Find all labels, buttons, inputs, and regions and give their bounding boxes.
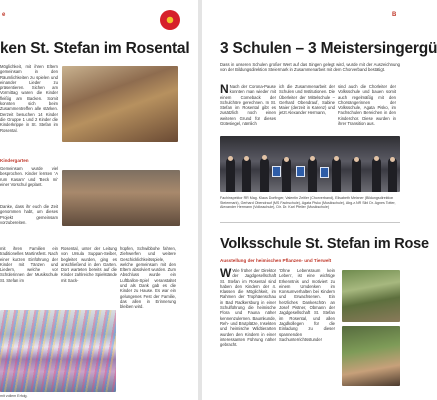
left-page — [0, 0, 198, 400]
right-intro-text: Dass in unseren Schulen großer Wert auf das Singen gelegt wird, wurde mit der Auszeichnung von der Bildungsdirektion Steiermark in Zusammenarbeit mit dem Chorverband bestätigt. — [220, 62, 400, 73]
kindergarten-group-photo — [62, 170, 180, 226]
right-col1-body: Nach der Corona-Pause konnten man wieder mit einem Comeback der Schulchöre gerechnen. In St. Stefan im Rosental gibt es zusätzlich noch einen weiteren Grund für dieses Gütesiegel, nämlich — [220, 84, 276, 127]
left-col2-bottom-text: Rosental, unter der Leitung von Ursula Suppan-Seiber, begleitet wurden, ging es anschließend in den Garten. Dort warteten bereits auf die Kinder zahlreiche Spielstände mit Sack- — [61, 246, 117, 283]
left-col3-bottom-text: hüpfen, Schwibbohe fahren, Ziehwerfen und weitere Geschicklichkeitsspiele, welche gemeinsam mit den Eltern absolviert wurden. Zum Abschluss wurde ein Luftballon-Spiel veranstaltet und als Dank gab es die Kinder zu Hause. Es war ein gelungenes Fest der Familie, das allen in Erinnerung bleiben wird. — [120, 246, 176, 310]
right-col1-text — [220, 84, 276, 134]
right-col2-text: ich die Zusammenarbeit der Schulen und Institutionen. Die Überleiter der Mittelschule – Gerhard Obendrauf, Sabine Maier (derzeit in Karenz) und jetzt Alexander Hermann, — [279, 84, 335, 116]
children-play-photo — [62, 66, 178, 142]
right-col3-text: sind auch die Chorleiter der Volksschule und bauen somit auch regelmäßig mit den Chorsängerinnen der Volksschule, Agata Pisko, im Fachschulen Bereichen in den Kinderchor. Diese wurden in ihrer Transition aus. — [338, 84, 396, 127]
left-col1-mid2-text: Danke, dass ihr euch die Zeit genommen habt, um dieses Projekt gemeinsam vorzubereiten. — [0, 204, 58, 225]
trophy-show-photo-1 — [342, 270, 400, 322]
right-page — [202, 0, 437, 400]
right-vs-col2-text: 'Ohne Lebensraum kein Leben', ist eine wichtige Erkenntnis und motiviert zu einem Umdenken im Konsumverhalten bei Kindern und Erwachsenen. Ein herzliches Dankeschön an Josef Pistner, Obmann der Jagdgesellschaft St. Stefan im Rosental, und allen Jagdkollegen für die Einladung zu dieser spannenden Sachunterrichtsstunde! — [279, 268, 335, 342]
dropcap-n: N — [220, 82, 229, 96]
left-page-title: ken St. Stefan im Rosental — [0, 40, 190, 57]
section-divider — [220, 222, 400, 223]
left-col1-bottom-text: mit ihren Familien ein traditionelles Martinsfest. Nach einer kurzen Einführung der Kinder mit Tänzen und Liedern, welche vor Schülerinnen der Musikschule St. Stefan im — [0, 246, 58, 283]
right-photo-caption: Fachinspektor RR Mag. Klaus Dorfinger, Valentin Zeitler (Chorverband), Elisabeth Meixner (Bildungsdirektion Steiermark), Gerhard Obendrauf (MS Fachschule), Agata Pisko (Musikschule), Abg.z.NR Sibl Dr. Agnes Totter, Alexander Hermann (Volksschule), Dir. Dr. Karl Pfeiler (Musikschule) — [220, 196, 396, 210]
left-subheading-kindergarten: Kindergarten — [0, 158, 29, 163]
dropcap-w: W — [220, 266, 232, 280]
trophy-show-photo-2 — [342, 326, 400, 386]
right-vs-col1-body: Wie früher der Direktor der Jagdgesellschaft St. Stefan im Rosental sind haben den Kindern der 4. Klassen die Möglichkeit, im Rahmen der Trophäenschau in Bad Radkersburg in einer Schulführung die heimische Flora und Fauna näher kennenzulernen. Baumkunde, Reh- und Brutplätze, Insekten und heimische Wildtierarten wurden den Kindern in einer interessanten Führung näher gebracht. — [220, 268, 276, 348]
right-page-title-2: Volksschule St. Stefan im Rose — [220, 236, 429, 252]
left-col1-top-text: Möglichkeit, mit ihren Eltern gemeinsam in den Räumlichkeiten zu spielen und einander Lieder zu präsentieren. Sichen am Vormittag waren die Kinder fleißig am Backen. Somit konnten sich beim Zusammentreffen alle stärken. Derzeit besuchen 14 Kinder die Gruppe 1 und 2 Kinder die Kinderkrippe in St. Stefan im Rosental. — [0, 64, 58, 133]
left-col1-mid-text: Gemeinsam wurde viel besprochen. Kinder lernten 'A rum Kasam' und 'Beck mi' einer Vorschul geplant. — [0, 166, 58, 187]
right-header-fragment: B — [392, 12, 397, 18]
flower-logo-icon — [160, 10, 180, 30]
martinsfest-parachute-photo — [0, 310, 116, 392]
left-header-fragment: e — [2, 12, 6, 18]
right-subheading-exhibit: Ausstellung der heimischen Pflanzen- und Tierwelt — [220, 258, 332, 263]
right-vs-col1-text — [220, 268, 276, 396]
right-page-title-1: 3 Schulen – 3 Meistersingergü — [220, 40, 437, 57]
meistersinger-award-group-photo — [220, 136, 400, 192]
left-footer-caption: mit vollem Erfolg. — [0, 394, 28, 398]
